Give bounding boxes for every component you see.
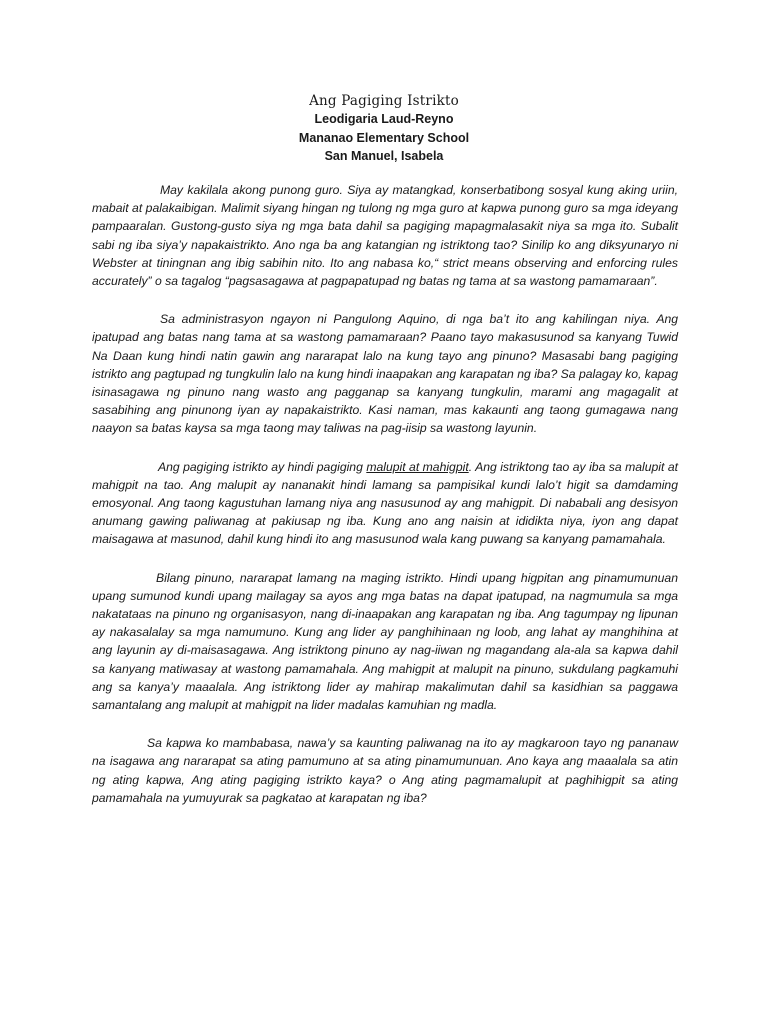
author-name: Leodigaria Laud-Reyno: [314, 112, 454, 126]
underlined-phrase: malupit at mahigpit: [366, 459, 469, 474]
document-title: Ang Pagiging Istrikto: [309, 93, 459, 109]
paragraph-3-rest: . Ang istriktong tao ay iba sa malupit at mahigpit na tao. Ang malupit ay nananakit hindi lamang sa pampisikal kundi lalo’t higit sa damdaming emosyonal. Ang taong kagustuhan lamang niya ang nasusunod ay ang mahigpit. Di nababali ang desisyon anumang gawing paliwanag at pakiusap ng iba. Kung ano ang naisin at ididikta niya, iyon ang dapat maisagawa at masunod, dahil kung hindi ito ang masusunod wala kang puwang sa kanyang pamamahala.: [92, 459, 678, 547]
document-header: [0, 92, 768, 166]
school-location: San Manuel, Isabela: [324, 149, 444, 163]
paragraph-3: [92, 458, 678, 549]
paragraph-5: Sa kapwa ko mambabasa, nawa’y sa kaunting paliwanag na ito ay magkaroon tayo ng pananaw na isagawa ang nararapat sa ating pamumuno at sa ating pinamumunuan. Ano kaya ang maaalala sa atin ng ating kapwa, Ang ating pagiging istrikto kaya? o Ang ating pagmamalupit at paghihigpit sa ating pamamahala na yumuyurak sa pagkatao at karapatan ng iba?: [92, 736, 678, 805]
paragraph-4: Bilang pinuno, nararapat lamang na maging istrikto. Hindi upang higpitan ang pinamumunuan upang sumunod kundi upang mailagay sa ayos ang mga batas na dapat ipatupad, na nagmumula sa mga nakatataas na pinuno ng organisasyon, nang di-inaapakan ang karapatan ng iba. Ang tagumpay ng lipunan ay nakasalalay sa mga namumuno. Kung ang lider ay panghihinaan ng loob, ang lahat ay manghihina at ang layunin ay di-maisasagawa. Ang istriktong pinuno ay nag-iiwan ng magandang ala-ala sa kapwa dahil sa kanyang matiwasay at wastong pamamahala. Ang mahigpit at malupit na pinuno, sukdulang pagkamuhi ang sa kanya’y maaalala. Ang istriktong lider ay mahirap makalimutan dahil sa kasidhian sa paggawa samantalang ang malupit at mahigpit na lider madalas kamuhian ng madla.: [92, 570, 678, 713]
document-body: [92, 181, 678, 807]
paragraph-2: Sa administrasyon ngayon ni Pangulong Aquino, di nga ba’t ito ang kahilingan niya. Ang ipatupad ang batas nang tama at sa wastong pamamaraan? Paano tayo makasusunod sa kanyang Tuwid Na Daan kung hindi natin gawin ang nararapat lalo na kung tayo ang pinuno? Masasabi bang pagiging istrikto ang pagtupad ng tungkulin lalo na kung hindi inaapakan ang karapatan ng iba? Sa palagay ko, kapag isinasagawa ng pinuno nang wasto ang pagganap sa kanyang tungkulin, marami ang magagalit at sasabihing ang pinunong iyan ay napakaistrikto. Kasi naman, mas kakaunti ang taong gumagawa nang naayon sa batas kaysa sa mga taong may taliwas na pag-iisip sa wastong layunin.: [92, 312, 678, 436]
paragraph-1: May kakilala akong punong guro. Siya ay matangkad, konserbatibong sosyal kung aking uriin, mabait at palakaibigan. Malimit siyang hingan ng tulong ng mga guro at kapwa punong guro sa mga ideyang pampaaralan. Gustong-gusto siya ng mga bata dahil sa pagiging mapagmalasakit niya sa mga ito. Subalit sabi ng iba siya’y napakaistrikto. Ano nga ba ang katangian ng istriktong tao? Sinilip ko ang diksyunaryo ni Webster at tiningnan ang ibig sabihin nito. Ito ang nabasa ko,“ strict means observing and enforcing rules accurately” o sa tagalog “pagsasagawa at pagpapatupad ng batas ng tama at sa wastong pamamaraan”.: [92, 183, 678, 289]
school-name: Mananao Elementary School: [298, 130, 470, 145]
paragraph-3-lead: Ang pagiging istrikto ay hindi pagiging: [158, 459, 367, 474]
